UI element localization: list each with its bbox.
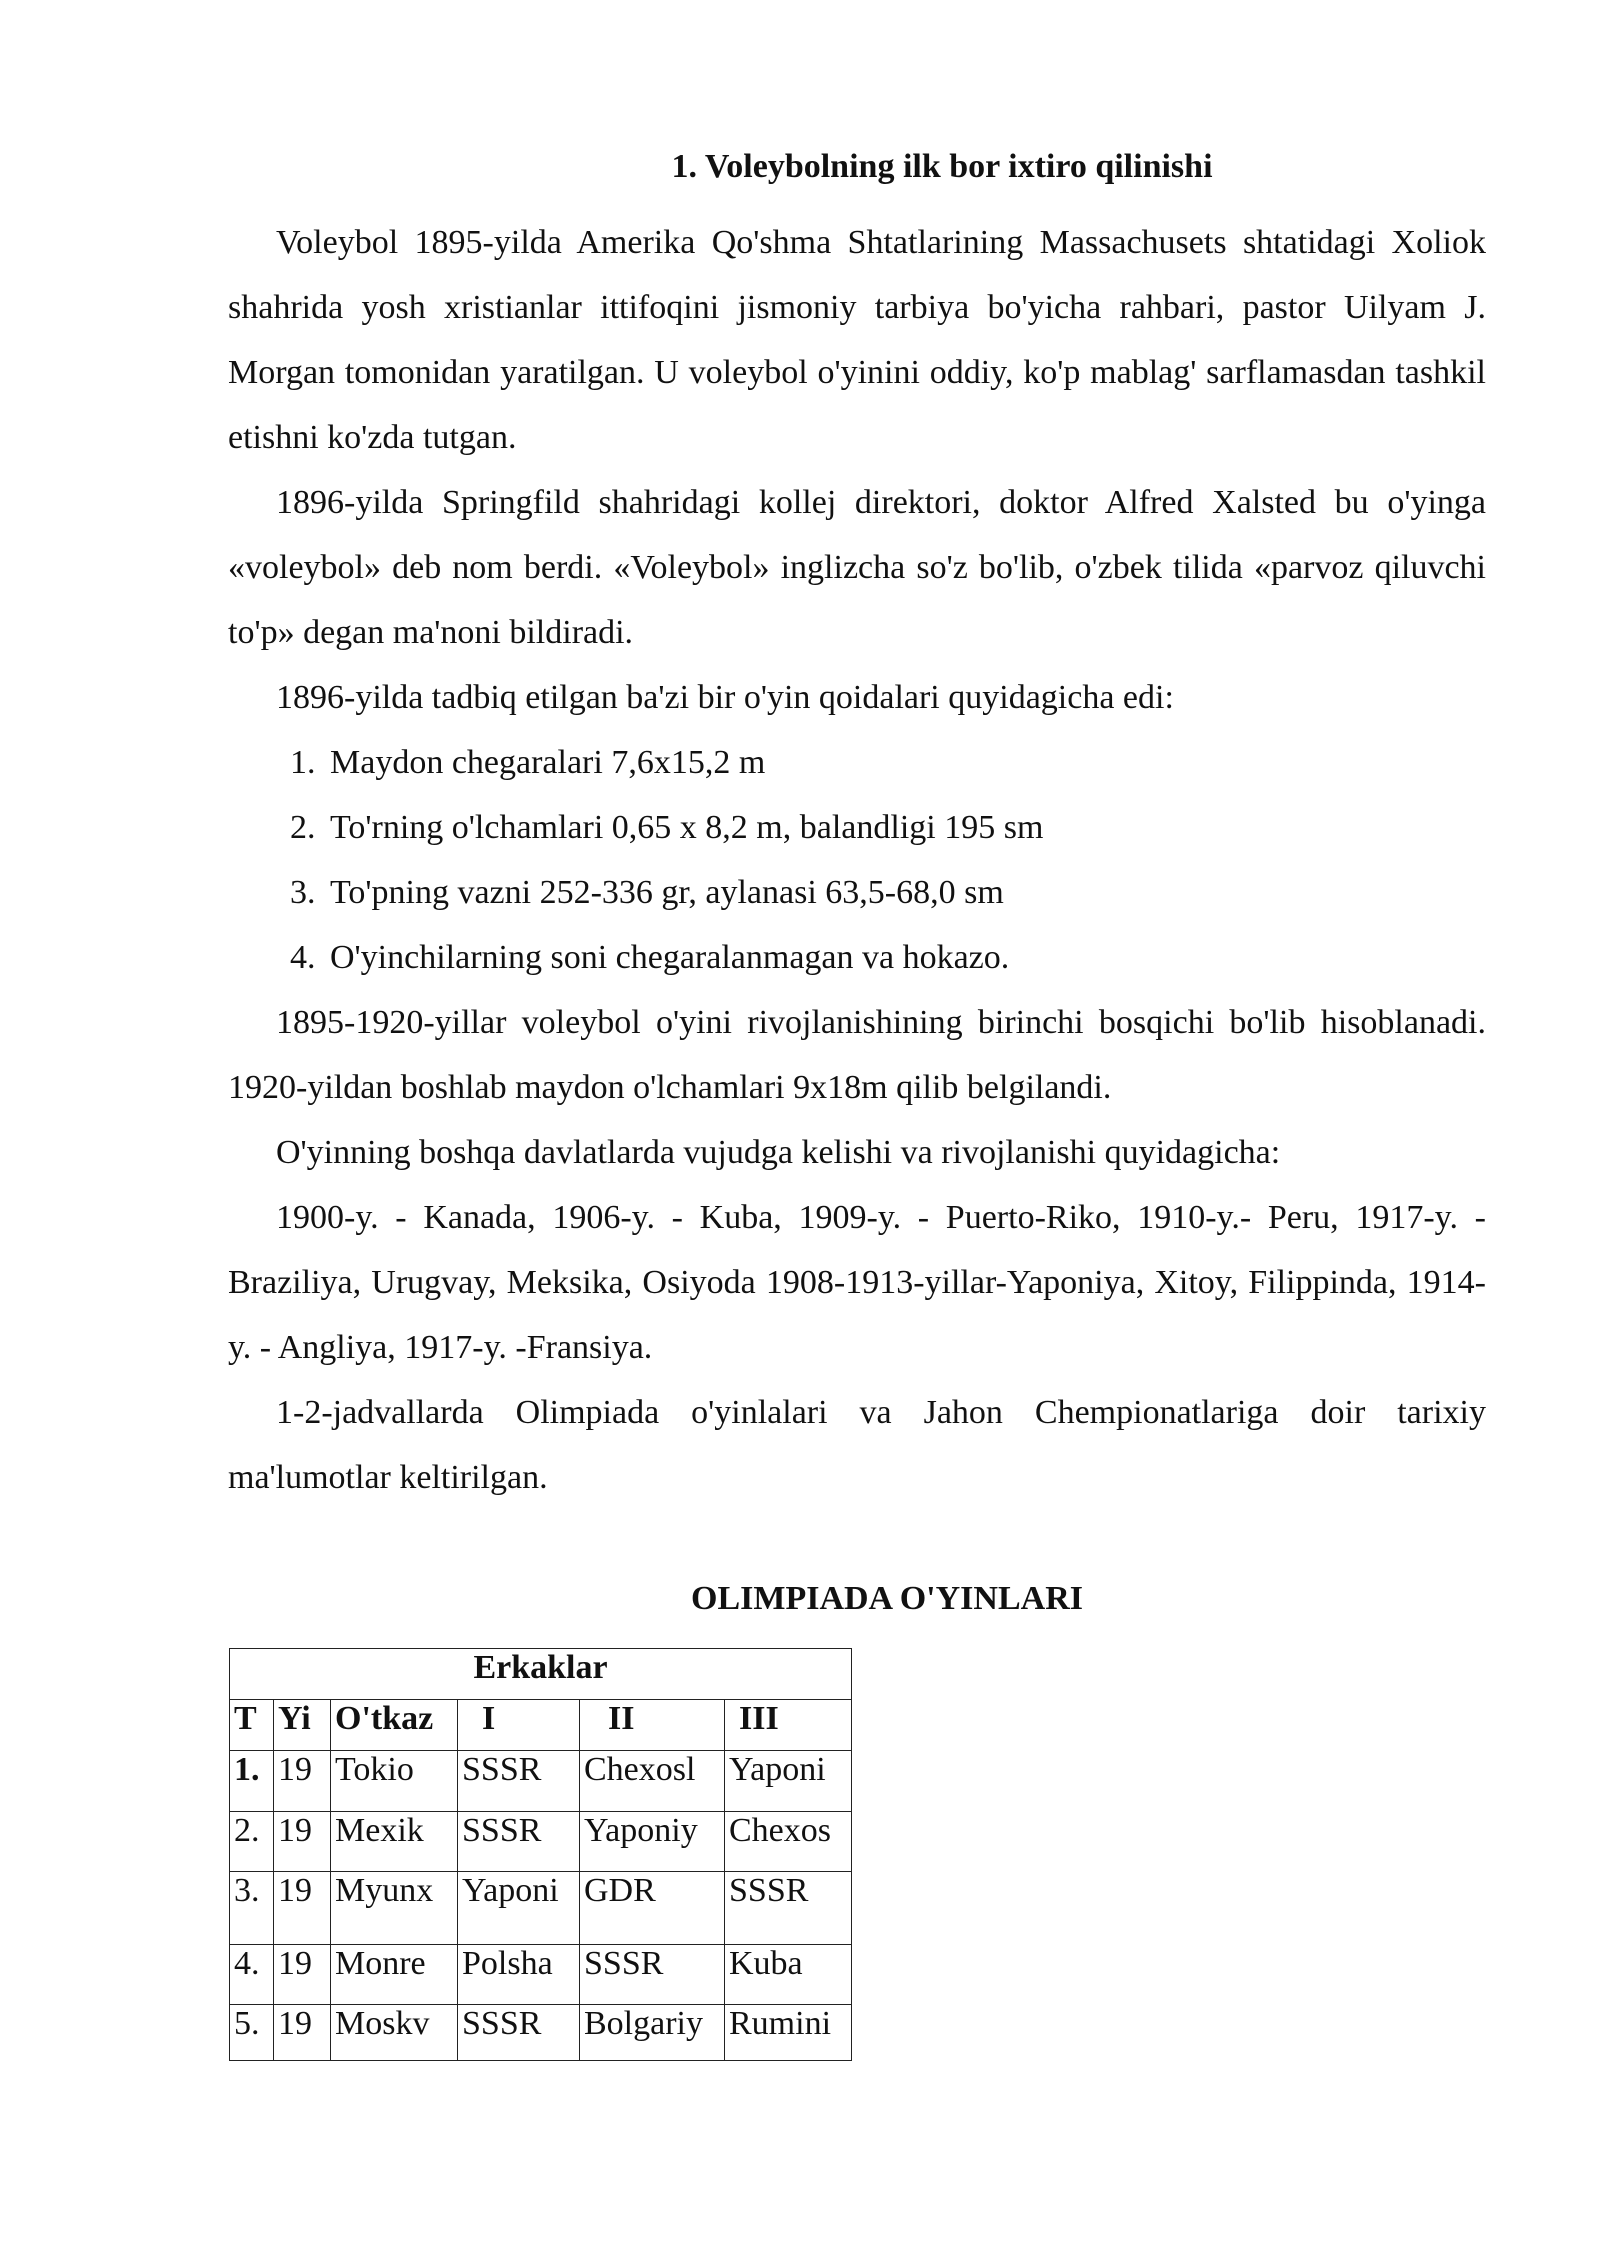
table-cell: Myunx — [331, 1872, 458, 1945]
table-cell: 19 — [274, 1812, 331, 1872]
table-cell: 19 — [274, 1945, 331, 2005]
table-cell: Rumini — [725, 2005, 852, 2061]
column-header: I — [458, 1700, 580, 1751]
table-header-row — [230, 1700, 852, 1751]
table-cell: SSSR — [580, 1945, 725, 2005]
table-cell: 19 — [274, 1751, 331, 1812]
table-cell: Monre — [331, 1945, 458, 2005]
column-header: III — [725, 1700, 852, 1751]
table-cell: Yaponi — [725, 1751, 852, 1812]
table-row — [230, 1872, 852, 1945]
rules-list-item: 4. O'yinchilarning soni chegaralanmagan va hokazo. — [324, 925, 1486, 990]
table-caption: Erkaklar — [230, 1649, 852, 1700]
table-cell: GDR — [580, 1872, 725, 1945]
table-cell: Yaponiy — [580, 1812, 725, 1872]
table-cell: SSSR — [725, 1872, 852, 1945]
column-header: II — [580, 1700, 725, 1751]
table-cell: SSSR — [458, 2005, 580, 2061]
column-header: T — [230, 1700, 274, 1751]
rules-list — [228, 730, 1486, 990]
table-cell: Polsha — [458, 1945, 580, 2005]
rules-list-item: 2. To'rning o'lchamlari 0,65 x 8,2 m, balandligi 195 sm — [324, 795, 1486, 860]
table-row — [230, 1945, 852, 2005]
body-text — [228, 210, 1486, 1510]
table-cell: Kuba — [725, 1945, 852, 2005]
paragraph-countries: 1900-y. - Kanada, 1906-y. - Kuba, 1909-y. - Puerto-Riko, 1910-y.- Peru, 1917-y. - Braziliya, Urugvay, Meksika, Osiyoda 1908-1913-yillar-Yaponiya, Xitoy, Filippinda, 1914-y. - Angliya, 1917-y. -Fransiya. — [228, 1199, 1486, 1366]
table-cell: 3. — [230, 1872, 274, 1945]
table-cell: 1. — [230, 1751, 274, 1812]
table-row — [230, 1751, 852, 1812]
table-cell: Bolgariy — [580, 2005, 725, 2061]
table-title: OLIMPIADA O'YINLARI — [691, 1580, 1083, 1617]
table-cell: Chexos — [725, 1812, 852, 1872]
table-cell: SSSR — [458, 1751, 580, 1812]
rules-list-item: 1. Maydon chegaralari 7,6x15,2 m — [324, 730, 1486, 795]
table-caption-row — [230, 1649, 852, 1700]
table-row — [230, 2005, 852, 2061]
rules-list-item: 3. To'pning vazni 252-336 gr, aylanasi 63,5-68,0 sm — [324, 860, 1486, 925]
table-cell: Chexosl — [580, 1751, 725, 1812]
paragraph-history: Voleybol 1895-yilda Amerika Qo'shma Shtatlarining Massachusets shtatidagi Xoliok shahrida yosh xristianlar ittifoqini jismoniy tarbiya bo'yicha rahbari, pastor Uilyam J. Morgan tomonidan yaratilgan. U voleybol o'yinini oddiy, ko'p mablag' sarflamasdan tashkil etishni ko'zda tutgan. — [228, 224, 1486, 456]
section-heading: 1. Voleybolning ilk bor ixtiro qilinishi — [671, 148, 1213, 185]
table-cell: 19 — [274, 2005, 331, 2061]
column-header: O'tkaz — [331, 1700, 458, 1751]
olympic-results-table — [229, 1648, 852, 2061]
table-cell: 4. — [230, 1945, 274, 2005]
table-cell: Mexik — [331, 1812, 458, 1872]
table-cell: 5. — [230, 2005, 274, 2061]
table-cell: Yaponi — [458, 1872, 580, 1945]
paragraph-stage: 1895-1920-yillar voleybol o'yini rivojlanishining birinchi bosqichi bo'lib hisoblanadi. 1920-yildan boshlab maydon o'lchamlari 9x18m qilib belgilandi. — [228, 1004, 1486, 1106]
table-cell: Moskv — [331, 2005, 458, 2061]
table-cell: SSSR — [458, 1812, 580, 1872]
table-cell: 19 — [274, 1872, 331, 1945]
paragraph-tables-ref: 1-2-jadvallarda Olimpiada o'yinlalari va Jahon Chempionatlariga doir tarixiy ma'lumotlar keltirilgan. — [228, 1394, 1486, 1496]
table-cell: Tokio — [331, 1751, 458, 1812]
paragraph-naming: 1896-yilda Springfild shahridagi kollej direktori, doktor Alfred Xalsted bu o'yinga «voleybol» deb nom berdi. «Voleybol» inglizcha so'z bo'lib, o'zbek tilida «parvoz qiluvchi to'p» degan ma'noni bildiradi. — [228, 484, 1486, 651]
column-header: Yi — [274, 1700, 331, 1751]
paragraph-rules-intro: 1896-yilda tadbiq etilgan ba'zi bir o'yin qoidalari quyidagicha edi: — [276, 679, 1174, 716]
table-row — [230, 1812, 852, 1872]
paragraph-spread-intro: O'yinning boshqa davlatlarda vujudga kelishi va rivojlanishi quyidagicha: — [276, 1134, 1281, 1171]
table-cell: 2. — [230, 1812, 274, 1872]
